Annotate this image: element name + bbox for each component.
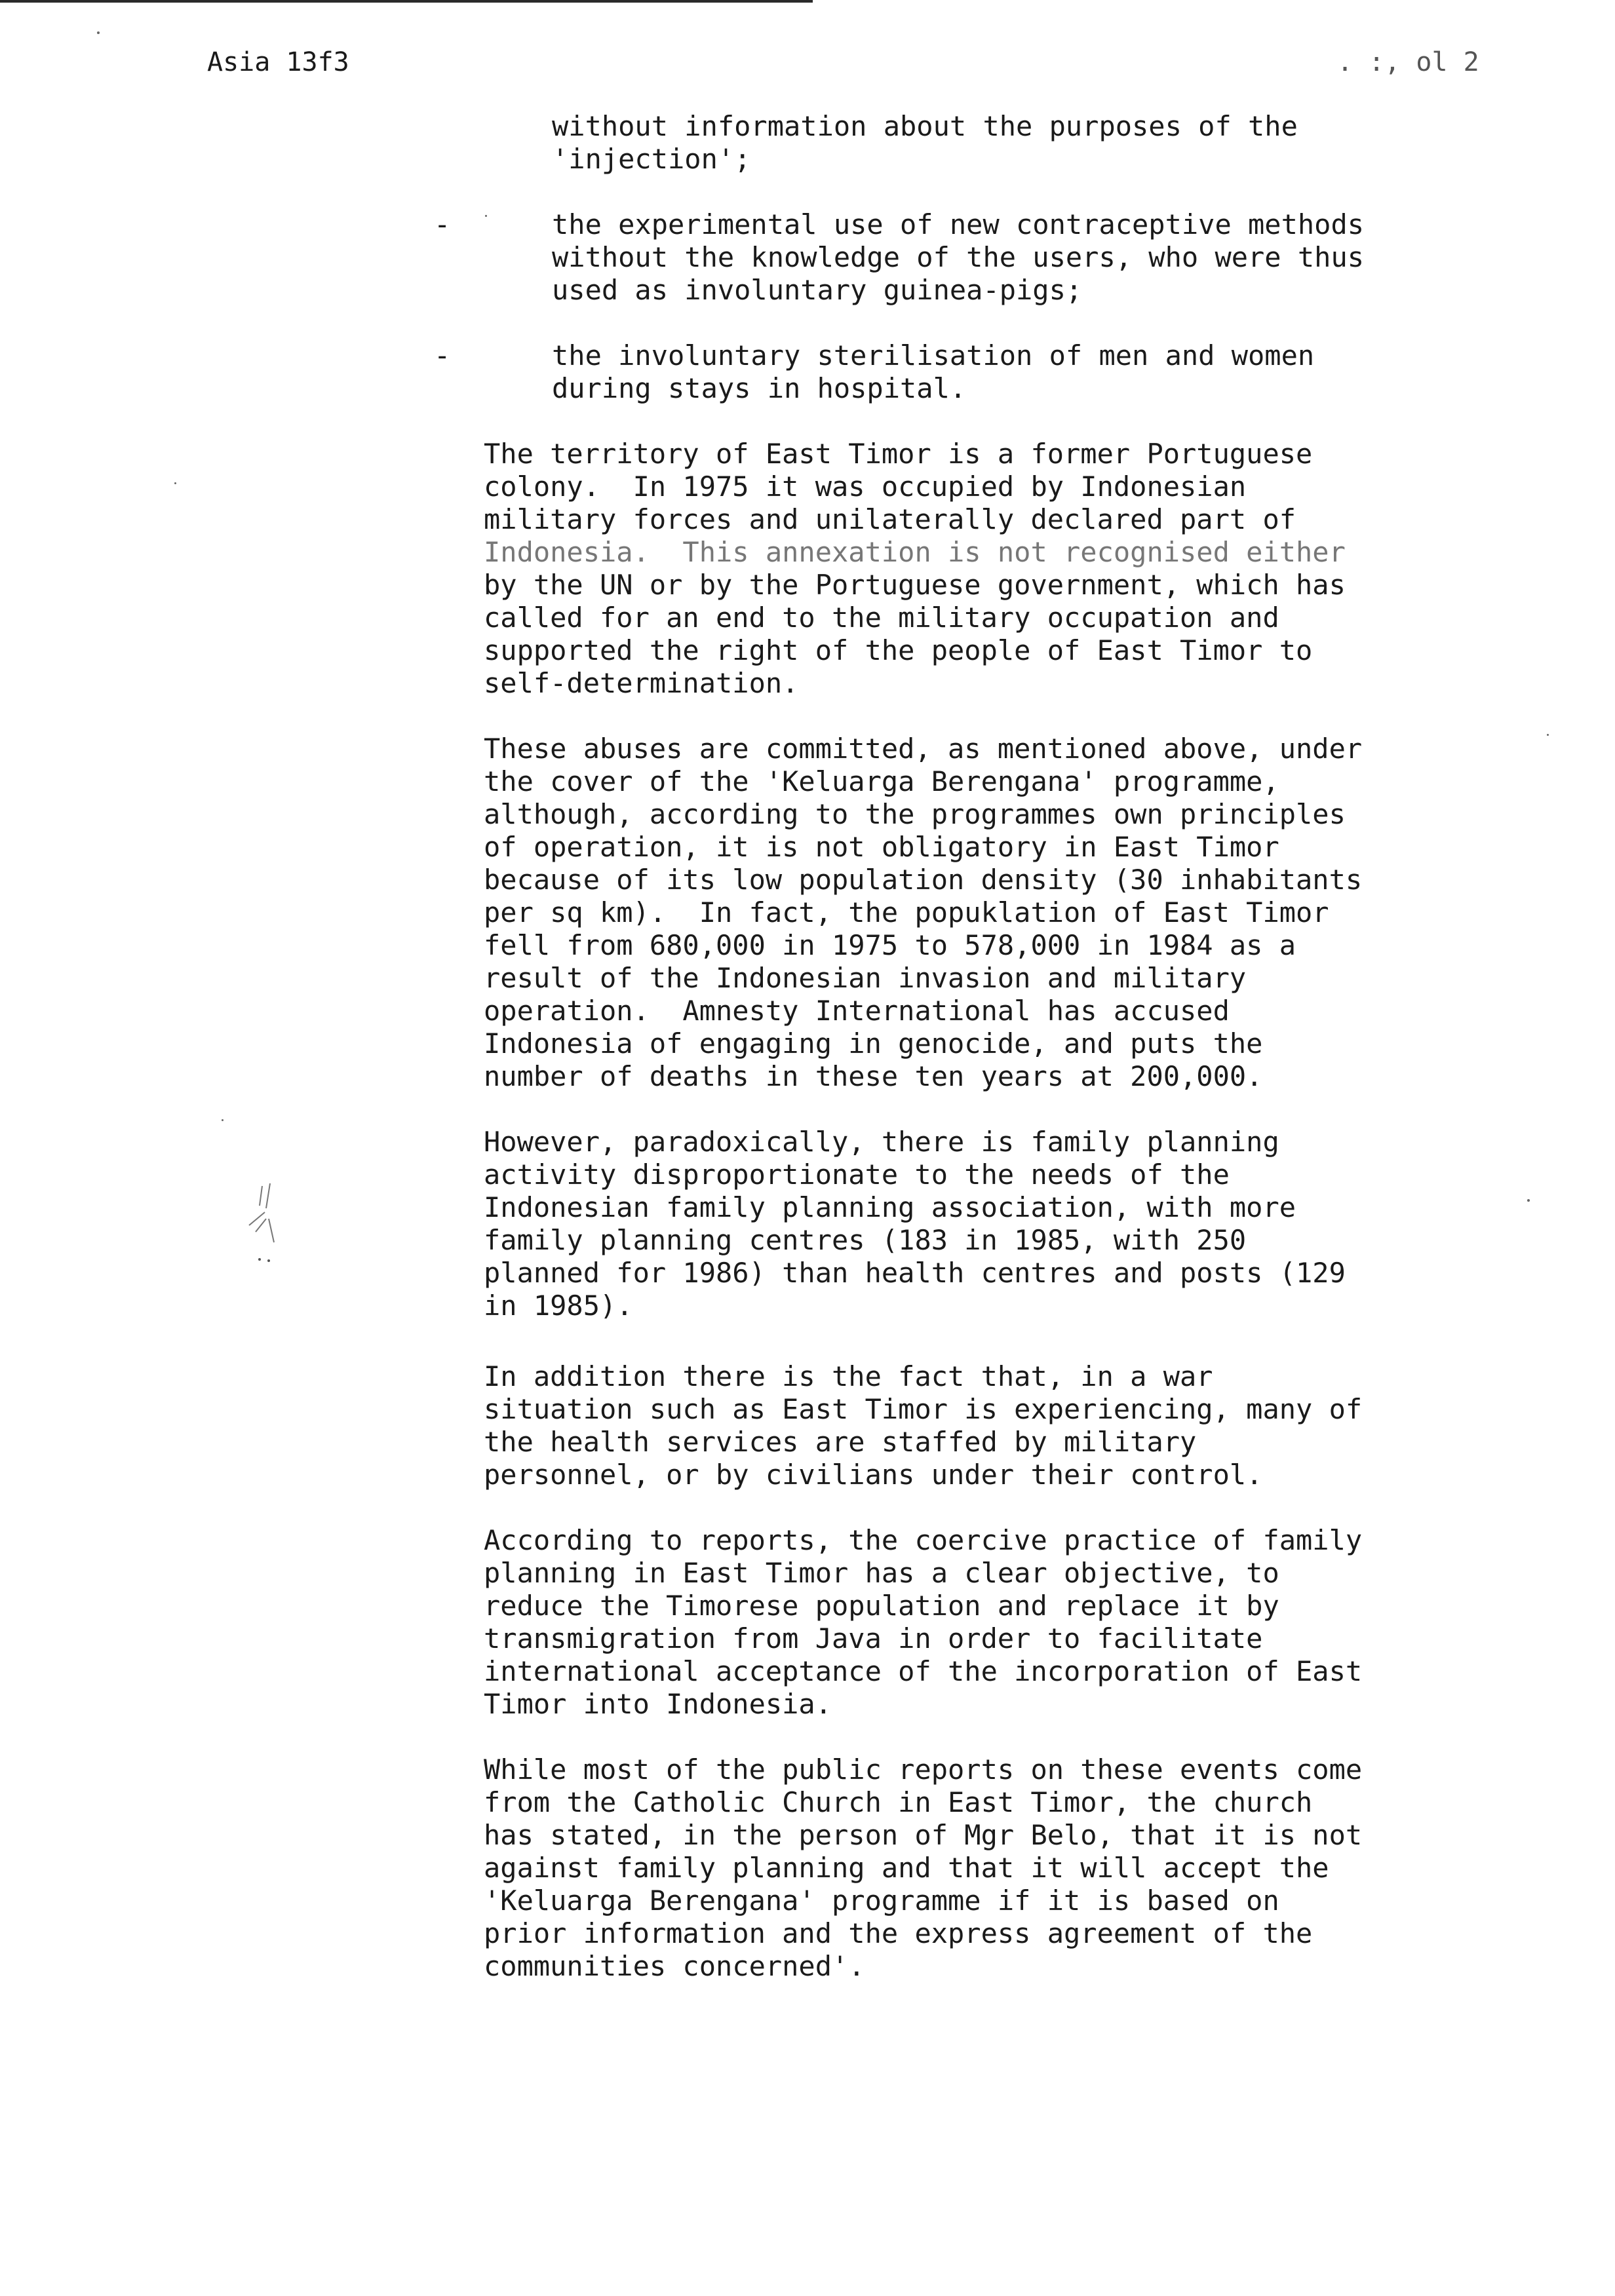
text-line: international acceptance of the incorporation of East <box>484 1655 1363 1687</box>
text-line: colony. In 1975 it was occupied by Indonesian <box>484 470 1247 503</box>
text-line: because of its low population density (30 inhabitants <box>484 864 1363 896</box>
bullet-dash: - <box>434 208 451 240</box>
text-line: reduce the Timorese population and replace it by <box>484 1590 1279 1622</box>
text-line: supported the right of the people of East Timor to <box>484 634 1313 666</box>
text-line: Timor into Indonesia. <box>484 1688 832 1720</box>
paragraph-catholic-church <box>484 1753 1362 1983</box>
scan-speck <box>1527 1199 1530 1202</box>
text-line: 'injection'; <box>552 143 751 175</box>
continuation-text <box>552 110 1298 176</box>
paragraph-abuses <box>484 733 1362 1093</box>
scan-speck <box>485 215 487 217</box>
document-reference: Asia 13f3 <box>207 47 349 77</box>
text-line: communities concerned'. <box>484 1950 865 1982</box>
text-line: self-determination. <box>484 667 799 699</box>
text-line: Indonesia. This annexation is not recognised either <box>484 536 1346 568</box>
bullet-item <box>552 208 1364 307</box>
text-line: the involuntary sterilisation of men and women <box>552 339 1315 372</box>
text-line: In addition there is the fact that, in a war <box>484 1360 1213 1392</box>
text-line: However, paradoxically, there is family planning <box>484 1126 1279 1158</box>
scan-top-edge <box>0 0 813 3</box>
text-line: These abuses are committed, as mentioned above, under <box>484 733 1363 765</box>
text-line: without the knowledge of the users, who were thus <box>552 241 1365 273</box>
text-line: of operation, it is not obligatory in East Timor <box>484 831 1279 863</box>
page-number: . :, ol 2 <box>1337 47 1479 77</box>
text-line: per sq km). In fact, the popuklation of East Timor <box>484 896 1329 928</box>
text-line: situation such as East Timor is experiencing, many of <box>484 1393 1363 1425</box>
text-line: number of deaths in these ten years at 200,000. <box>484 1060 1263 1092</box>
text-line: Indonesia of engaging in genocide, and puts the <box>484 1027 1263 1060</box>
text-line: transmigration from Java in order to facilitate <box>484 1622 1263 1655</box>
text-line: the cover of the 'Keluarga Berengana' programme, <box>484 765 1279 797</box>
text-line: family planning centres (183 in 1985, with 250 <box>484 1224 1247 1256</box>
text-line: operation. Amnesty International has accused <box>484 995 1230 1027</box>
text-line: 'Keluarga Berengana' programme if it is based on <box>484 1885 1279 1917</box>
text-line: by the UN or by the Portuguese government, which has <box>484 569 1346 601</box>
text-line: result of the Indonesian invasion and military <box>484 962 1247 994</box>
scan-speck <box>97 31 100 34</box>
bullet-item <box>552 339 1314 405</box>
scan-scribble <box>236 1179 295 1274</box>
paragraph-objective <box>484 1524 1362 1721</box>
text-line: without information about the purposes of the <box>552 110 1298 142</box>
text-line: has stated, in the person of Mgr Belo, that it is not <box>484 1819 1363 1851</box>
text-line: against family planning and that it will accept the <box>484 1852 1329 1884</box>
text-line: planned for 1986) than health centres and posts (129 <box>484 1257 1346 1289</box>
text-line: planning in East Timor has a clear objective, to <box>484 1557 1279 1589</box>
paragraph-territory <box>484 438 1346 700</box>
text-line: the experimental use of new contraceptive methods <box>552 208 1365 240</box>
text-line: although, according to the programmes own principles <box>484 798 1346 830</box>
scan-speck <box>174 482 176 484</box>
text-line: military forces and unilaterally declared part of <box>484 503 1296 535</box>
scan-speck <box>1547 734 1549 736</box>
text-line: the health services are staffed by military <box>484 1426 1197 1458</box>
text-line: According to reports, the coercive practice of family <box>484 1524 1363 1556</box>
text-line: activity disproportionate to the needs of the <box>484 1158 1230 1191</box>
text-line: The territory of East Timor is a former Portuguese <box>484 438 1313 470</box>
text-line: during stays in hospital. <box>552 372 967 404</box>
paragraph-paradox <box>484 1126 1346 1322</box>
paragraph-war-situation <box>484 1360 1362 1491</box>
text-line: from the Catholic Church in East Timor, the church <box>484 1786 1313 1818</box>
text-line: While most of the public reports on these events come <box>484 1753 1363 1786</box>
text-line: fell from 680,000 in 1975 to 578,000 in 1984 as a <box>484 929 1296 961</box>
text-line: Indonesian family planning association, with more <box>484 1191 1296 1223</box>
scan-speck <box>222 1119 224 1121</box>
bullet-dash: - <box>434 339 451 372</box>
text-line: in 1985). <box>484 1290 633 1322</box>
text-line: personnel, or by civilians under their control. <box>484 1459 1263 1491</box>
text-line: prior information and the express agreement of the <box>484 1917 1313 1949</box>
text-line: called for an end to the military occupation and <box>484 602 1279 634</box>
text-line: used as involuntary guinea-pigs; <box>552 274 1083 306</box>
